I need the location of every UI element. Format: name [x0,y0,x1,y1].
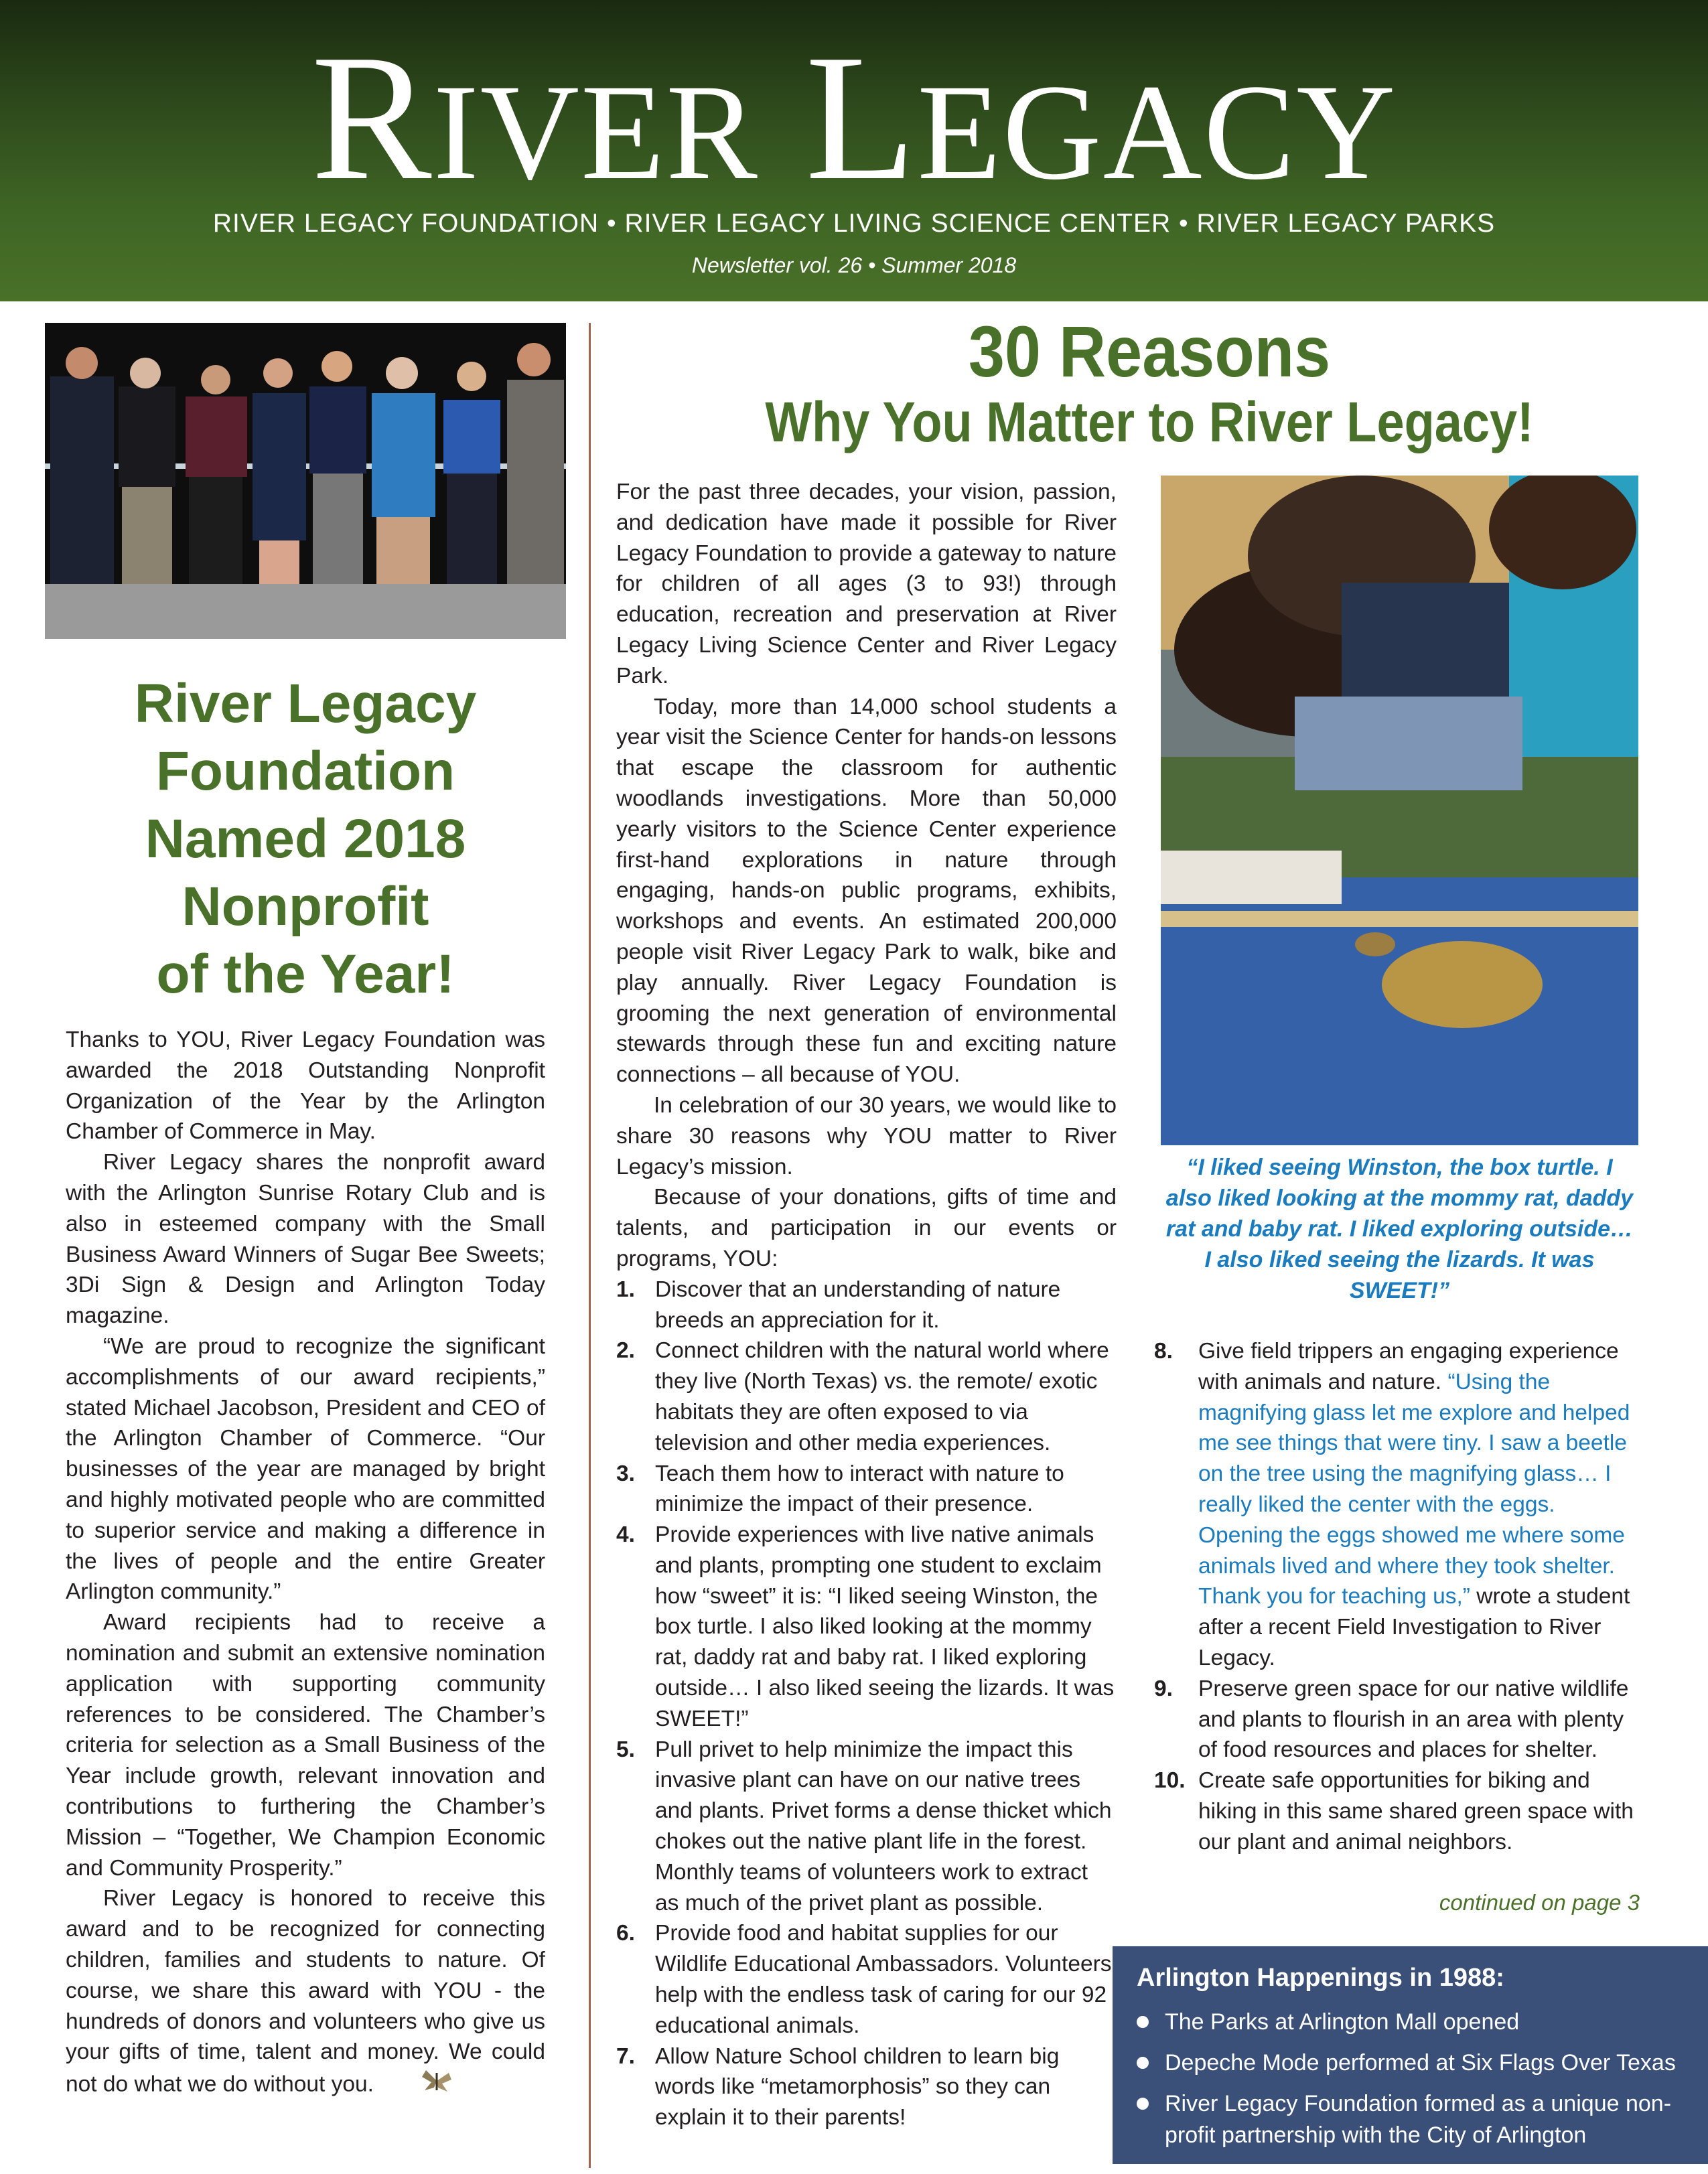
award-paragraph: “We are proud to recognize the significant accomplishments of our award recipients,” stated Michael Jacobson, President and CEO of the Arlington Chamber of Commerce. “Our businesses of the year are managed by bright and highly motivated people who are committed to superior service and making a difference in the lives of people and the entire Greater Arlington community.” [66,1333,545,1605]
happenings-list [1137,2007,1686,2161]
happening-text: The Parks at Arlington Mall opened [1165,2009,1520,2035]
reason-number: 2. [616,1338,635,1364]
award-paragraph-last [66,1883,545,2103]
reason-text: Provide food and habitat supplies for our Wildlife Educational Ambassadors. Volunteers help with the endless task of caring for our 92 educational animals. [655,1921,1112,2038]
award-group-photo [45,323,566,639]
reasons-list [616,1275,1117,2133]
reason-text: Allow Nature School children to learn big words like “metamorphosis” so they can explain it to their parents! [655,2043,1060,2130]
reason-item [616,1520,1117,1735]
reason-item [616,1918,1117,2041]
happening-item [1137,2088,1686,2151]
reason-number: 3. [616,1461,635,1486]
reason-item [616,1275,1117,1336]
reason-number: 7. [616,2043,635,2069]
reason-number: 6. [616,1921,635,1946]
reason-number: 10. [1154,1768,1186,1794]
happening-text: River Legacy Foundation formed as a unique non-profit partnership with the City of Arlington [1165,2091,1672,2148]
reason-text: Provide experiences with live native animals and plants, prompting one student to exclaim how “sweet” it is: “I liked seeing Winston, the box turtle. I also liked looking at the mommy rat, daddy rat and baby rat. I liked exploring outside… I also liked seeing the lizards. It was SWEET!” [655,1522,1115,1731]
reason-item [616,1335,1117,1458]
turtle-photo-caption: “I liked seeing Winston, the box turtle. I also liked looking at the mommy rat, daddy rat and baby rat. I liked exploring outside… I also liked seeing the lizards. It was SWEET!” [1165,1155,1634,1303]
reasons-article-body [616,477,1117,2133]
bullet-icon [1137,2016,1149,2028]
reason-number: 4. [616,1522,635,1548]
masthead-initial-l: L [805,17,918,218]
intro-paragraph: Because of your donations, gifts of time and talents, and participation in our events or programs, YOU: [616,1185,1117,1271]
reasons-list-right [1154,1336,1641,1858]
masthead-word-river: IVER [433,56,759,208]
masthead-tagline: RIVER LEGACY FOUNDATION • RIVER LEGACY LIVING SCIENCE CENTER • RIVER LEGACY PARKS [212,209,1496,238]
award-headline-line: Foundation [155,741,455,802]
reason-text: Pull privet to help minimize the impact this invasive plant can have on our native trees and plants. Privet forms a dense thicket which chokes out the native plant life in the forest. Monthly teams of volunteers work to extract as much of the privet plant as possible. [655,1737,1112,1915]
reason-number: 1. [616,1277,635,1302]
issue-line: Newsletter vol. 26 • Summer 2018 [691,253,1017,277]
main-title: 30 Reasons [968,311,1331,392]
award-paragraph: Award recipients had to receive a nomination and submit an extensive nomination application with supporting community references to be considered. The Chamber’s criteria for selection as a Small Business of the Year include growth, relevant innovation and contributions to furthering the Chamber’s Mission – “Together, We Champion Economic and Community Prosperity.” [66,1610,545,1881]
reason-text: Give field trippers an engaging experience with animals and nature. [1198,1339,1619,1394]
reason-text: Discover that an understanding of nature breeds an appreciation for it. [655,1277,1061,1333]
award-photo-illustration [45,323,566,639]
happening-item [1137,2007,1686,2038]
masthead-word-legacy: EGACY [917,56,1397,208]
award-paragraph: River Legacy shares the nonprofit award with the Arlington Sunrise Rotary Club and is also in esteemed company with the Small Business Award Winners of Sugar Bee Sweets; 3Di Sign & Design and Arlington Today magazine. [66,1150,545,1329]
award-headline-line: River Legacy [134,673,477,734]
student-quote: “Using the magnifying glass let me explore and helped me see things that were tiny. I saw a beetle on the tree using the magnifying glass… I really liked the center with the eggs. Opening the eggs showed me where some animals lived and where they took shelter. Thank you for teaching us,” [1198,1369,1630,1609]
turtle-photo-illustration [1161,476,1638,1145]
reason-text: Teach them how to interact with nature to minimize the impact of their presence. [655,1461,1064,1517]
turtle-photo [1161,476,1638,1145]
intro-paragraph: Today, more than 14,000 school students a year visit the Science Center for hands-on lessons that escape the classroom for authentic woodlands investigations. More than 50,000 yearly visitors to the Science Center experience first-hand explorations in nature through engaging, hands-on public programs, exhibits, workshops and events. An estimated 200,000 people visit River Legacy Park to walk, bike and play annually. River Legacy Foundation is grooming the next generation of environmental stewards through these fun and exciting nature connections – all because of YOU. [616,694,1117,1088]
reason-number: 5. [616,1737,635,1762]
sidebar-title: Arlington Happenings in 1988: [1137,1964,1504,1992]
reason-text: Preserve green space for our native wildlife and plants to flourish in an area with plenty of food resources and places for shelter. [1198,1676,1629,1763]
reason-item [1154,1674,1641,1765]
award-headline-line: Named 2018 [145,808,466,869]
award-paragraph: Thanks to YOU, River Legacy Foundation was awarded the 2018 Outstanding Nonprofit Organization of the Year by the Arlington Chamber of Commerce in May. [66,1027,545,1145]
reason-text: Create safe opportunities for biking and hiking in this same shared green space with our plant and animal neighbors. [1198,1768,1634,1855]
masthead-banner [0,0,1708,301]
intro-paragraph: In celebration of our 30 years, we would like to share 30 reasons why YOU matter to River Legacy’s mission. [616,1092,1117,1179]
happening-item [1137,2047,1686,2079]
happening-text: Depeche Mode performed at Six Flags Over Texas [1165,2050,1676,2076]
bullet-icon [1137,2098,1149,2110]
reason-number: 9. [1154,1676,1173,1701]
masthead-initial-r: R [311,17,433,218]
reason-item [616,1459,1117,1520]
award-headline-line: Nonprofit [182,876,429,937]
intro-paragraph: For the past three decades, your vision, passion, and dedication have made it possible for River Legacy Foundation to provide a gateway to nature for children of all ages (3 to 93!) through education, recreation and preservation at River Legacy Living Science Center and River Legacy Park. [616,480,1117,689]
award-headline-line: of the Year! [156,944,455,1005]
happenings-sidebar [1113,1946,1708,2164]
column-divider [589,323,591,2168]
butterfly-icon [382,2068,454,2103]
reason-item [1154,1336,1641,1674]
main-subtitle: Why You Matter to River Legacy! [765,390,1534,453]
reason-text: wrote a student after a recent Field Investigation to River Legacy. [1198,1584,1630,1670]
reasons-continued [1154,1336,1641,1858]
masthead-title [0,17,1708,220]
reason-item [616,1735,1117,1919]
bullet-icon [1137,2057,1149,2069]
reason-item [616,2041,1117,2133]
award-headline [45,670,566,1008]
reason-text: Connect children with the natural world where they live (North Texas) vs. the remote/ exotic habitats they are often exposed to via television and other media experiences. [655,1338,1109,1455]
continued-link[interactable]: continued on page 3 [1439,1890,1640,1915]
award-paragraph-text: River Legacy is honored to receive this award and to be recognized for connecting children, families and students to nature. Of course, we share this award with YOU - the hundreds of donors and volunteers who give us your gifts of time, talent and money. We could not do what we do without you. [66,1886,545,2097]
reason-item [1154,1765,1641,1857]
award-article-body [66,1025,545,2103]
reason-number: 8. [1154,1339,1173,1364]
